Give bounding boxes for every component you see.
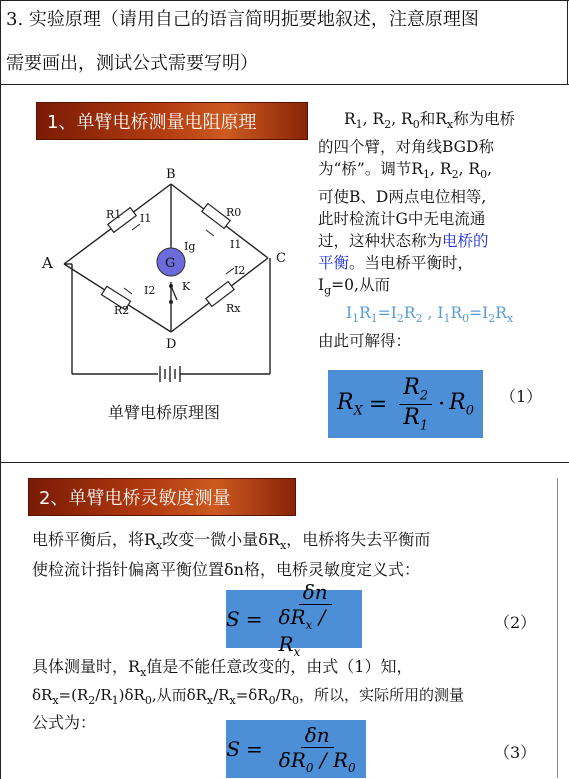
- eq-number-1: （1）: [500, 387, 543, 406]
- formula-2-box: S = $\frac{\delta n}{\delta R_x / R_x}$: [226, 590, 362, 648]
- section2-para1: [32, 528, 430, 582]
- eq-number-3: （3）: [494, 743, 537, 762]
- frame-left: [0, 0, 1, 779]
- text-line-2: 的四个臂，对角线BGD称: [318, 138, 494, 157]
- section1-banner-group: [36, 102, 308, 140]
- text-line-7: 平衡。当电桥平衡时，: [318, 254, 474, 273]
- section1-text: [318, 108, 563, 352]
- text-line-8: $I_g=0$,从而: [318, 276, 390, 298]
- section1-title: 1、单臂电桥测量电阻原理: [47, 112, 257, 133]
- label-i2-left: I2: [144, 284, 156, 297]
- label-a: A: [42, 254, 53, 272]
- text-line-4: 可使B、D两点电位相等,: [318, 188, 487, 207]
- balance-equations: $I_1R_1=I_2R_2$ , $I_1R_0=I_2R_x$: [346, 304, 514, 326]
- text-line-5: 此时检流计G中无电流通: [318, 210, 486, 229]
- text-line-1: $R_1$, $R_2$, $R_0$和$R_x$称为电桥: [344, 110, 516, 132]
- label-c: C: [276, 251, 286, 266]
- label-b: B: [166, 167, 176, 182]
- section2-banner-group: [28, 478, 296, 516]
- text-line-10: 由此可解得：: [318, 332, 412, 351]
- section2-title: 2、单臂电桥灵敏度测量: [39, 488, 231, 509]
- para1-line-2: 使检流计指针偏离平衡位置δn格，电桥灵敏度定义式：: [32, 560, 420, 580]
- bridge-circuit-diagram: [40, 164, 310, 400]
- label-rx: Rx: [226, 302, 241, 315]
- para2-line-3: 公式为：: [32, 713, 97, 733]
- formula-1-box: $R_X$ = $\frac{R_2}{R_1}$ · $R_0$: [328, 370, 483, 438]
- label-ig: Ig: [184, 240, 196, 253]
- text-line-3: 为“桥”。调节$R_1$, $R_2$, $R_0$,: [318, 160, 493, 182]
- frame-right: [567, 0, 568, 84]
- section1-banner: [36, 102, 308, 140]
- section2-banner: [28, 478, 296, 516]
- label-g: G: [165, 256, 176, 271]
- eq-number-2: （2）: [494, 613, 537, 632]
- label-d: D: [166, 337, 177, 352]
- label-r0: R0: [226, 206, 242, 219]
- frame-right-lower: [557, 478, 558, 778]
- label-r1: R1: [106, 208, 122, 221]
- label-i1-left: I1: [140, 212, 152, 225]
- intro-line-2: 需要画出，测试公式需要写明）: [6, 53, 258, 74]
- text-line-6: 过，这种状态称为电桥的: [318, 232, 489, 251]
- label-i1-right: I1: [230, 238, 242, 251]
- para2-line-2: $\delta R_x=(R_2/R_1)\delta R_0$,从而$\delta R_x/R_x=\delta R_0/R_0$，所以，实际所用的测量: [32, 686, 464, 708]
- para2-line-1: 具体测量时，$R_x$值是不能任意改变的，由式（1）知，: [32, 657, 413, 680]
- diagram-caption: 单臂电桥原理图: [108, 403, 221, 422]
- para1-line-1: 电桥平衡后，将$R_x$改变一微小量$\delta R_x$，电桥将失去平衡而: [32, 530, 431, 553]
- label-k: K: [182, 280, 191, 293]
- divider-middle: [0, 462, 569, 463]
- frame-top: [0, 0, 569, 1]
- formula-3-box: S = $\frac{\delta n}{\delta R_0 / R_0}$: [226, 720, 366, 778]
- label-r2: R2: [114, 304, 130, 317]
- divider-top: [0, 84, 569, 85]
- intro-line-1: 3. 实验原理（请用自己的语言简明扼要地叙述，注意原理图: [6, 9, 479, 30]
- label-i2-right: I2: [234, 264, 246, 277]
